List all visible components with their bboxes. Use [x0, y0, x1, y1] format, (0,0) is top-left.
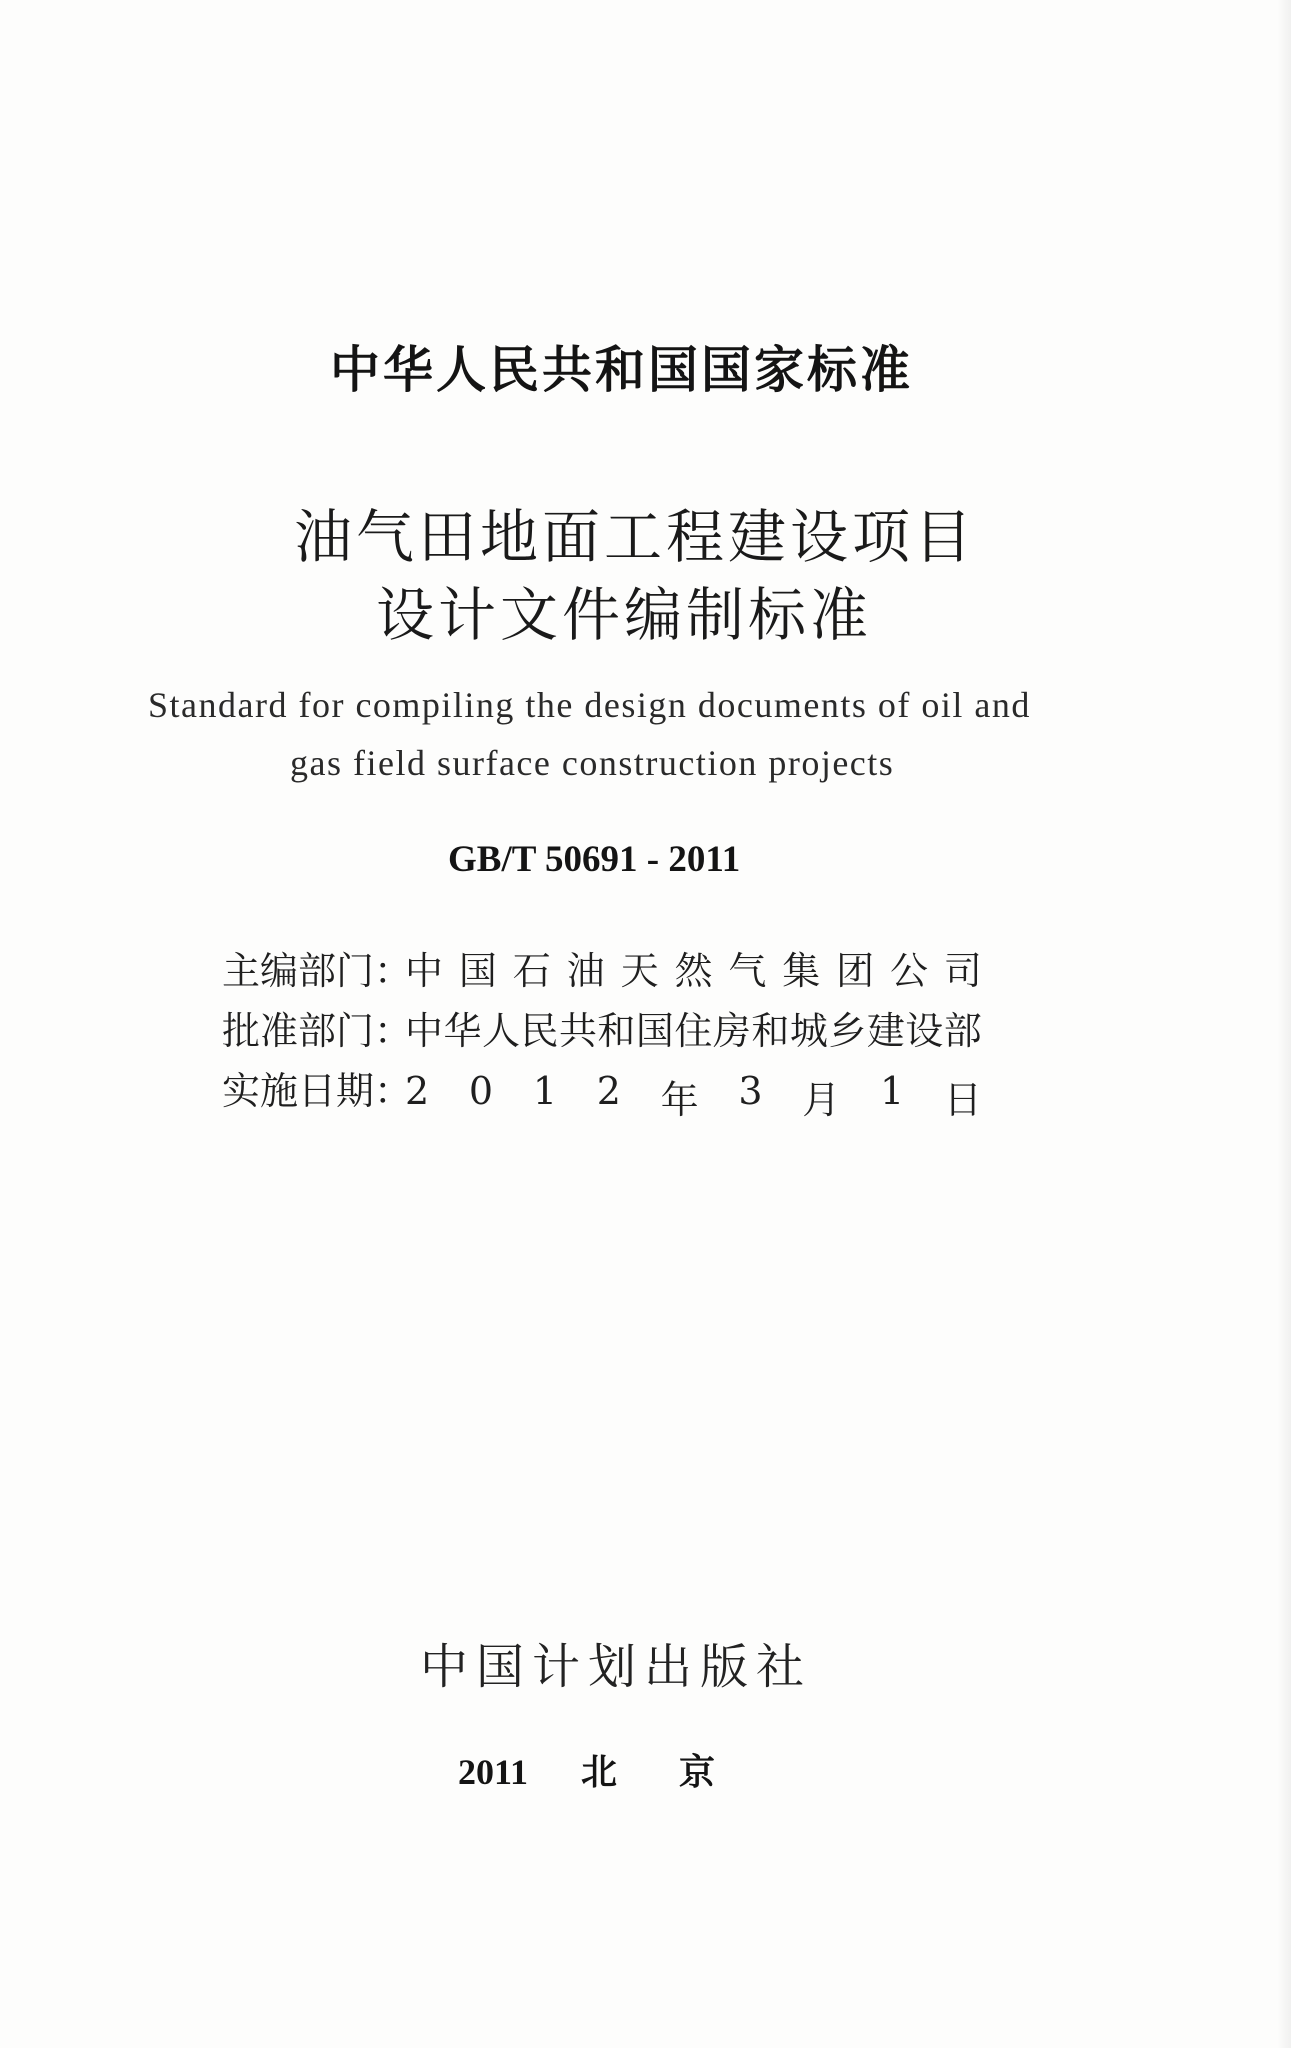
value-char: 0: [468, 1069, 494, 1113]
value-char: 日: [943, 1078, 982, 1122]
editor-department-label: 主编部门：: [222, 949, 413, 993]
value-char: 和: [597, 1009, 636, 1053]
value-char: 团: [836, 949, 875, 993]
value-char: 气: [728, 949, 767, 993]
publication-year: 2011: [458, 1752, 529, 1792]
value-char: 1: [880, 1069, 905, 1113]
value-char: 建: [866, 1009, 905, 1053]
english-title-line-2: gas field surface construction projects: [290, 743, 895, 783]
value-char: 部: [943, 1009, 982, 1053]
value-char: 2: [596, 1069, 621, 1113]
effective-date-label: 实施日期：: [222, 1069, 413, 1113]
value-char: 共: [558, 1009, 597, 1053]
value-char: 民: [520, 1009, 559, 1053]
value-char: 和: [751, 1009, 790, 1053]
value-char: 1: [532, 1069, 557, 1113]
publication-city: 北京: [581, 1751, 778, 1793]
value-char: 乡: [828, 1009, 867, 1053]
approval-department-label: 批准部门：: [222, 1009, 413, 1053]
approval-department-row: [222, 1000, 982, 1055]
chinese-title-line-1: 油气田地面工程建设项目: [294, 503, 977, 571]
publication-line: [458, 1744, 777, 1795]
standard-series-title: 中华人民共和国国家标准: [330, 341, 913, 399]
value-char: 国: [458, 949, 497, 993]
value-char: 公: [890, 949, 929, 993]
approval-department-value: [405, 1000, 982, 1055]
value-char: 2: [405, 1069, 430, 1113]
value-char: 住: [674, 1009, 713, 1053]
editor-department-row: [222, 940, 982, 995]
value-char: 国: [635, 1009, 674, 1053]
value-char: 年: [660, 1078, 699, 1122]
value-char: 城: [789, 1009, 828, 1053]
effective-date-row: [222, 1060, 982, 1124]
english-title-line-1: Standard for compiling the design documents of oil and: [148, 685, 1031, 725]
value-char: 月: [802, 1078, 841, 1122]
scan-shadow-edge: [1277, 0, 1291, 2048]
editor-department-value: [405, 940, 982, 995]
value-char: 油: [566, 949, 605, 993]
value-char: 石: [512, 949, 551, 993]
publisher-name: 中国计划出版社: [420, 1639, 813, 1695]
value-char: 天: [620, 949, 659, 993]
value-char: 司: [943, 949, 982, 993]
value-char: 集: [782, 949, 821, 993]
value-char: 人: [481, 1009, 520, 1053]
standard-code: GB/T 50691 - 2011: [448, 839, 741, 880]
value-char: 然: [674, 949, 713, 993]
effective-date-value: [405, 1069, 982, 1124]
value-char: 房: [712, 1009, 751, 1053]
chinese-title-line-2: 设计文件编制标准: [376, 581, 873, 649]
value-char: 中: [405, 1009, 444, 1053]
value-char: 3: [738, 1069, 763, 1113]
value-char: 中: [405, 949, 444, 993]
value-char: 设: [905, 1009, 944, 1053]
value-char: 华: [443, 1009, 482, 1053]
